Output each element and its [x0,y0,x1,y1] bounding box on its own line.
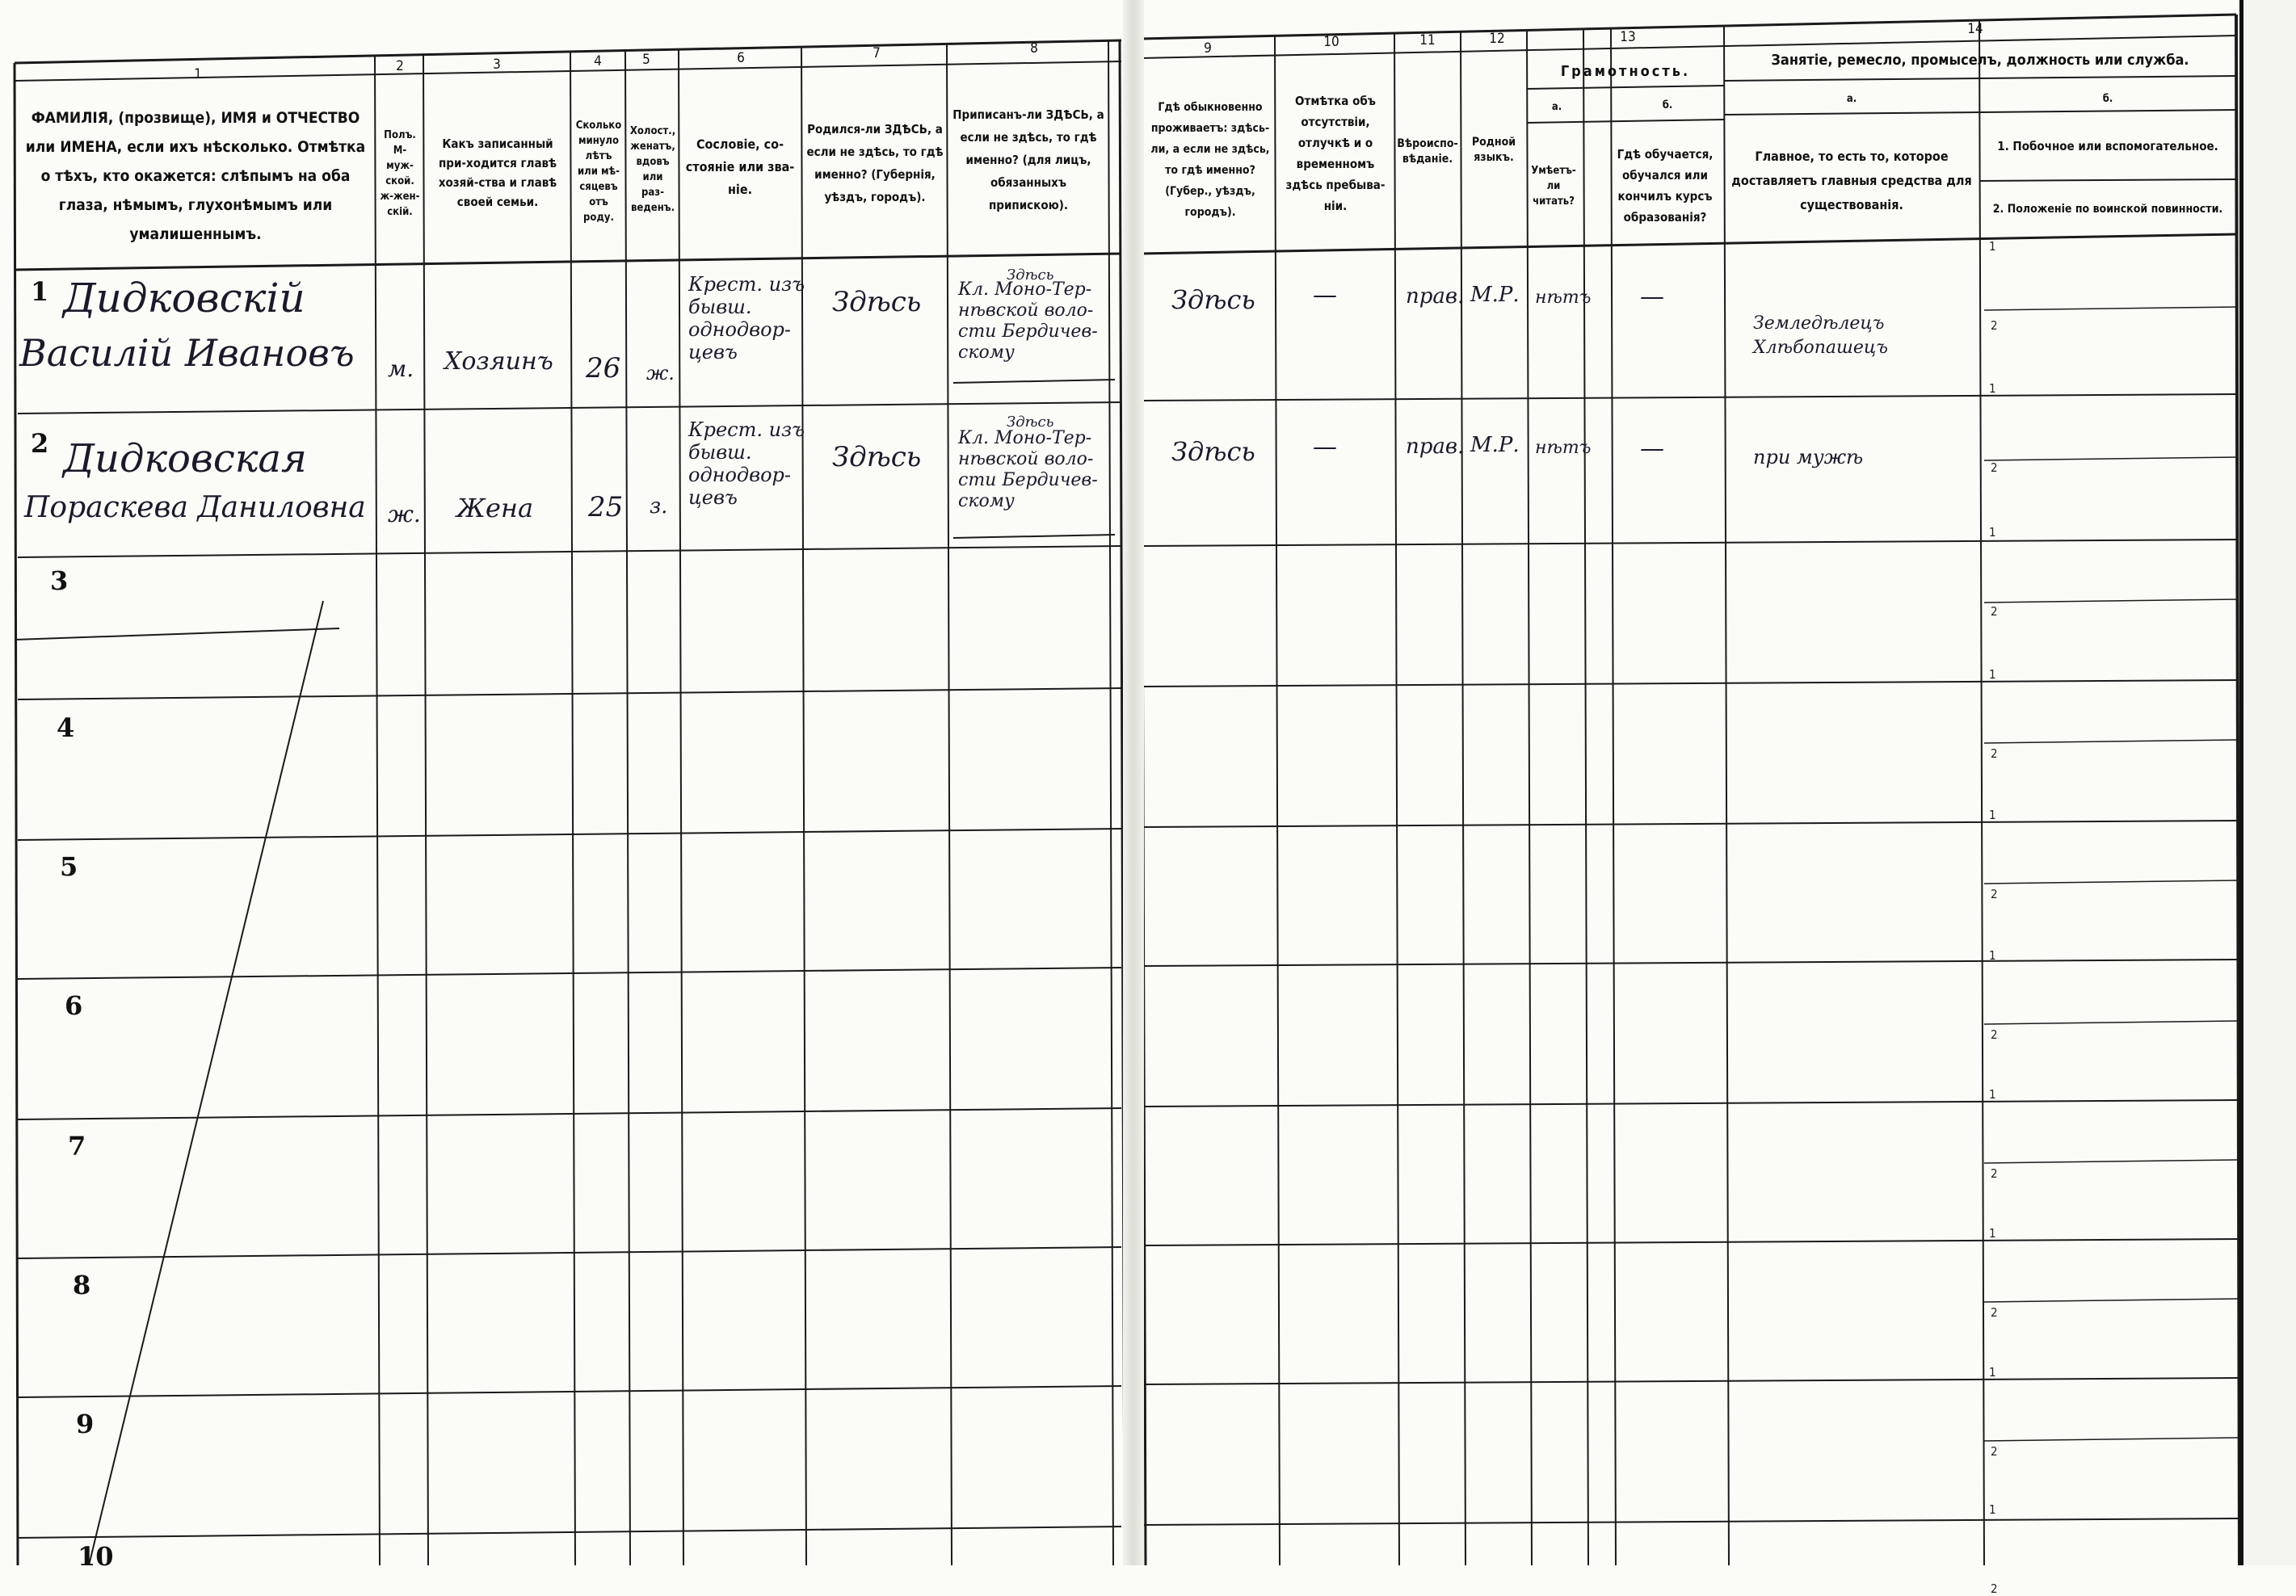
entry-registered-note: Здѣсь [1007,267,1054,284]
entry-religion: прав. [1406,284,1465,309]
entry-absence: — [1313,433,1337,461]
row-rule [1144,1378,2238,1384]
page-gutter [1123,0,1144,1565]
row-rule [1144,960,2238,966]
col-number-8: 8 [1030,40,1038,57]
entry-underline [953,380,1115,383]
row-rule [18,688,1121,699]
header-sex: Полъ. М-муж-ской. ж-жен-скій. [380,129,420,218]
entry-surname: Дидковскій [63,275,305,321]
entry-age: 26 [586,352,621,384]
row-rule [18,829,1121,840]
sub-row-rule [1984,1160,2238,1163]
column-divider [423,55,428,1565]
entry-education: — [1640,283,1664,311]
sub-mark-2: 2 [1991,1027,1998,1042]
row-rule [1144,1100,2238,1107]
entry-language: М.Р. [1470,433,1520,457]
row-rule [18,546,1121,557]
col-number-11: 11 [1419,32,1436,48]
entry-sex: ж. [388,501,421,527]
column-divider [1724,26,1729,1565]
entry-birthplace: Здѣсь [832,441,922,473]
col-number-7: 7 [873,45,881,61]
sub-row-rule [1984,880,2238,884]
header-top-rule [15,40,1121,63]
row-number: 4 [57,712,75,743]
header-occupation-a-label: а. [1846,92,1857,105]
entry-relation: Жена [456,493,534,523]
sub-mark-1: 1 [1989,1502,1996,1517]
entry-relation: Хозяинъ [444,347,553,376]
sub-mark-2: 2 [1991,746,1998,761]
row-rule [18,968,1121,979]
column-divider [1461,32,1465,1565]
header-religion: Вѣроиспо-вѣданіе. [1397,137,1458,166]
col-number-10: 10 [1323,34,1339,50]
entry-marital: ж. [646,362,675,384]
sub-row-rule [1984,1438,2238,1441]
entry-occupation: Земледѣлецъ Хлѣбопашецъ [1753,313,1888,358]
sub-mark-2: 2 [1991,1166,1998,1181]
entry-religion: прав. [1406,435,1465,459]
header-age: Сколько минуло лѣтъ или мѣ-сяцевъ отъ роду. [575,119,622,224]
sub-mark-1: 1 [1989,1087,1996,1102]
column-divider [1979,20,1984,1565]
row-number: 1 [31,276,49,307]
header-military-status: 2. Положеніе по воинской повинности. [1992,202,2223,216]
sub-mark-2: 2 [1991,1305,1998,1320]
header-literacy-a-label: а. [1551,100,1562,113]
header-education: Гдѣ обучается, обучался или кончилъ курсъ образованія? [1617,147,1714,225]
header-absence: Отмѣтка объ отсутствіи, отлучкѣ и о временномъ здѣсь пребыва-ніи. [1285,94,1386,213]
col-number-12: 12 [1489,31,1505,47]
header-residence: Гдѣ обыкновенно проживаетъ: здѣсь-ли, а если не здѣсь, то гдѣ именно? (Губер., уѣздъ, городъ). [1150,101,1270,219]
row-rule [1144,394,2238,401]
row-rule [18,1247,1121,1258]
sub-mark-1: 1 [1989,948,1996,963]
col-number-1: 1 [194,66,202,82]
row-rule [18,402,1121,414]
header-occupation-b-label: б. [2102,92,2113,105]
header-secondary-occupation: 1. Побочное или вспомогательное. [1997,138,2218,153]
header-estate: Сословіе, со-стояніе или зва-ніе. [685,136,795,197]
col-number-5: 5 [642,52,650,68]
entry-marital: з. [650,494,668,519]
row-number: 2 [31,428,49,459]
row-rule [18,1108,1121,1119]
row-rule [1144,540,2238,546]
sub-mark-2: 2 [1991,460,1998,475]
row-rule [1144,821,2238,827]
entry-absence: — [1313,281,1337,309]
sub-mark-2: 2 [1991,887,1998,901]
entry-language: М.Р. [1470,283,1520,307]
entry-sex: м. [388,355,414,382]
column-divider [625,51,630,1565]
col-number-4: 4 [594,53,602,69]
entry-literate: нѣтъ [1535,438,1592,458]
sub-row-rule [1984,1021,2238,1024]
column-divider [375,56,380,1565]
entry-residence: Здѣсь [1171,284,1255,315]
row-number: 8 [73,1270,91,1300]
sub-mark-1: 1 [1989,1226,1996,1241]
entry-estate: Крест. изъ бывш. однодвор-цевъ [688,273,805,363]
header-occupation: Занятіе, ремесло, промыселъ, должность или служба. [1771,51,2189,69]
header-born: Родился-ли ЗДѢСЬ, а если не здѣсь, то гдѣ именно? (Губернія, уѣздъ, городъ). [806,122,944,204]
column-divider [1108,41,1113,1565]
row-rule [1144,1518,2238,1525]
sub-row-rule [1984,457,2238,460]
entry-residence: Здѣсь [1171,436,1255,467]
entry-registered: Кл. Моно-Тер-нѣвской воло-сти Бердичев-скому [958,279,1098,363]
entry-literate: нѣтъ [1535,288,1592,308]
strike-line [89,601,323,1565]
header-top-rule [1141,15,2236,39]
column-divider [679,50,683,1565]
header-can-read: Умѣетъ-ли читать? [1531,164,1576,208]
sub-mark-1: 1 [1989,381,1996,396]
row-rule [18,1386,1121,1397]
column-divider [1275,36,1280,1565]
header-main-occupation: Главное, то есть то, которое доставляетъ главныя средства для существованія. [1731,149,1972,212]
entry-occupation: при мужѣ [1753,446,1864,468]
entry-given-names: Василій Ивановъ [19,331,355,375]
header-registered: Приписанъ-ли ЗДѢСЬ, а если не здѣсь, то гдѣ именно? (для лицъ, обязанныхъ припискою). [952,107,1104,212]
sub-row-rule [1984,740,2238,743]
sub-mark-1: 1 [1989,239,1996,254]
entry-education: — [1640,435,1664,463]
column-divider [570,52,575,1565]
header-sub-rule [1979,179,2236,181]
entry-birthplace: Здѣсь [832,286,922,318]
sub-mark-2: 2 [1991,1581,1998,1596]
column-divider [947,44,952,1565]
sub-row-rule [1984,307,2238,310]
sub-mark-2: 2 [1991,1444,1998,1459]
entry-surname: Дидковская [63,436,307,481]
sub-mark-1: 1 [1989,1365,1996,1380]
sub-mark-1: 1 [1989,525,1996,540]
header-marital: Холост., женатъ, вдовъ или раз-веденъ. [629,125,676,214]
sub-mark-1: 1 [1989,667,1996,682]
entry-registered: Кл. Моно-Тер-нѣвской воло-сти Бердичев-скому [958,428,1098,511]
row-number: 10 [78,1541,114,1572]
row-number: 9 [76,1409,95,1439]
sub-mark-2: 2 [1991,604,1998,619]
col-number-6: 6 [737,50,745,66]
header-literacy-b-label: б. [1662,99,1673,111]
strike-line [15,628,339,640]
row-number: 5 [60,851,78,882]
col-number-9: 9 [1204,40,1212,57]
sub-row-rule [1984,1299,2238,1302]
column-divider [1527,30,1532,1565]
sub-mark-1: 1 [1989,808,1996,822]
page-edge [2239,0,2296,1565]
col-number-2: 2 [396,58,404,74]
sub-mark-2: 2 [1991,318,1998,333]
frame-left [15,63,18,1565]
header-relation: Какъ записанный при-ходится главѣ хозяй-ства и главѣ своей семьи. [438,136,557,209]
row-rule [1144,1239,2238,1245]
row-rule [18,1527,1121,1538]
row-number: 6 [65,990,83,1021]
header-language: Родной языкъ. [1471,136,1516,164]
header-name: ФАМИЛІЯ, (прозвище), ИМЯ и ОТЧЕСТВО или ИМЕНА, если ихъ нѣсколько. Отмѣтка о тѣхъ, кто окажется: слѣпымъ на оба глаза, нѣмымъ, глухонѣмымъ или умалишеннымъ. [25,109,366,243]
entry-given-names: Пораскева Даниловна [24,491,366,524]
entry-registered-note: Здѣсь [1007,414,1054,430]
entry-estate: Крест. изъ бывш. однодвор-цевъ [688,418,805,509]
sub-row-rule [1984,599,2238,603]
row-number: 7 [68,1131,86,1161]
col-number-13: 13 [1620,29,1636,45]
row-number: 3 [50,565,69,596]
column-divider [1611,28,1616,1565]
entry-underline [953,535,1115,538]
column-divider [1583,29,1588,1565]
col-number-3: 3 [493,57,501,73]
column-divider [1394,33,1399,1565]
row-rule [1144,680,2238,687]
col-number-14: 14 [1967,21,1983,37]
header-literacy: Грамотность. [1560,62,1691,80]
entry-age: 25 [588,491,624,523]
